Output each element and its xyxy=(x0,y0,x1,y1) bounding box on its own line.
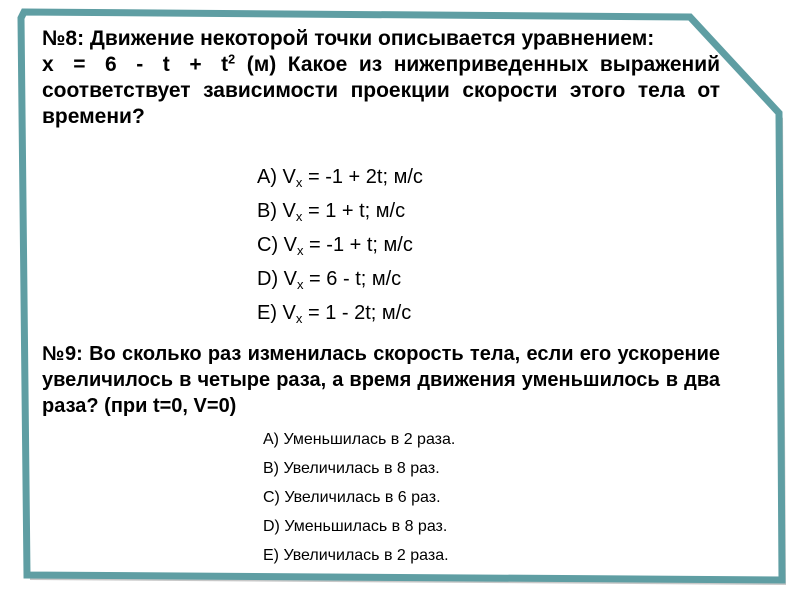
equation-unit: (м) xyxy=(235,53,277,76)
q9-option-d: D) Уменьшилась в 8 раз. xyxy=(263,518,448,535)
option-c xyxy=(257,228,423,262)
option-e-label: E) V xyxy=(257,302,296,324)
option-d-sub: x xyxy=(297,276,304,292)
q9-option-a: A) Уменьшилась в 2 раза. xyxy=(263,431,456,448)
equation-exponent: 2 xyxy=(228,52,236,67)
equation xyxy=(42,53,235,76)
option-e-expr: = 1 - 2t; м/с xyxy=(302,302,412,324)
option-a xyxy=(257,160,423,194)
option-c-sub: x xyxy=(297,242,304,258)
option-d-label: D) V xyxy=(257,268,297,290)
question-9-options xyxy=(263,425,455,570)
q9-option-c: C) Увеличилась в 6 раз. xyxy=(263,489,441,506)
question-8-text: Какое из нижеприведенных выражений соответствует зависимости проекции скорости этого тела от времени? xyxy=(42,53,721,128)
option-d-expr: = 6 - t; м/с xyxy=(303,268,402,290)
question-8-heading: №8: Движение некоторой точки описывается уравнением: xyxy=(42,27,655,50)
question-8-options xyxy=(257,160,423,330)
question-8-body xyxy=(42,52,720,130)
option-c-label: C) V xyxy=(257,234,297,256)
option-a-sub: x xyxy=(295,174,303,190)
option-c-expr: = -1 + t; м/с xyxy=(303,234,413,256)
question-9-text: №9: Во сколько раз изменилась скорость тела, если его ускорение увеличилось в четыре раза, а время движения уменьшилось в два раза? (при t=0, V=0) xyxy=(42,343,720,417)
option-e xyxy=(257,296,423,330)
q9-option-b: B) Увеличилась в 8 раз. xyxy=(263,460,440,477)
option-b-expr: = 1 + t; м/с xyxy=(302,200,406,222)
option-b-label: B) V xyxy=(257,200,296,222)
q9-option-e: E) Увеличилась в 2 раза. xyxy=(263,547,449,564)
equation-lhs: x = 6 - t + t xyxy=(42,53,229,76)
option-b xyxy=(257,194,423,228)
option-d xyxy=(257,262,423,296)
option-b-sub: x xyxy=(295,208,303,224)
question-8 xyxy=(42,26,720,130)
option-a-label: A) V xyxy=(257,166,296,188)
option-a-expr: = -1 + 2t; м/с xyxy=(302,166,423,188)
option-e-sub: x xyxy=(295,310,303,326)
